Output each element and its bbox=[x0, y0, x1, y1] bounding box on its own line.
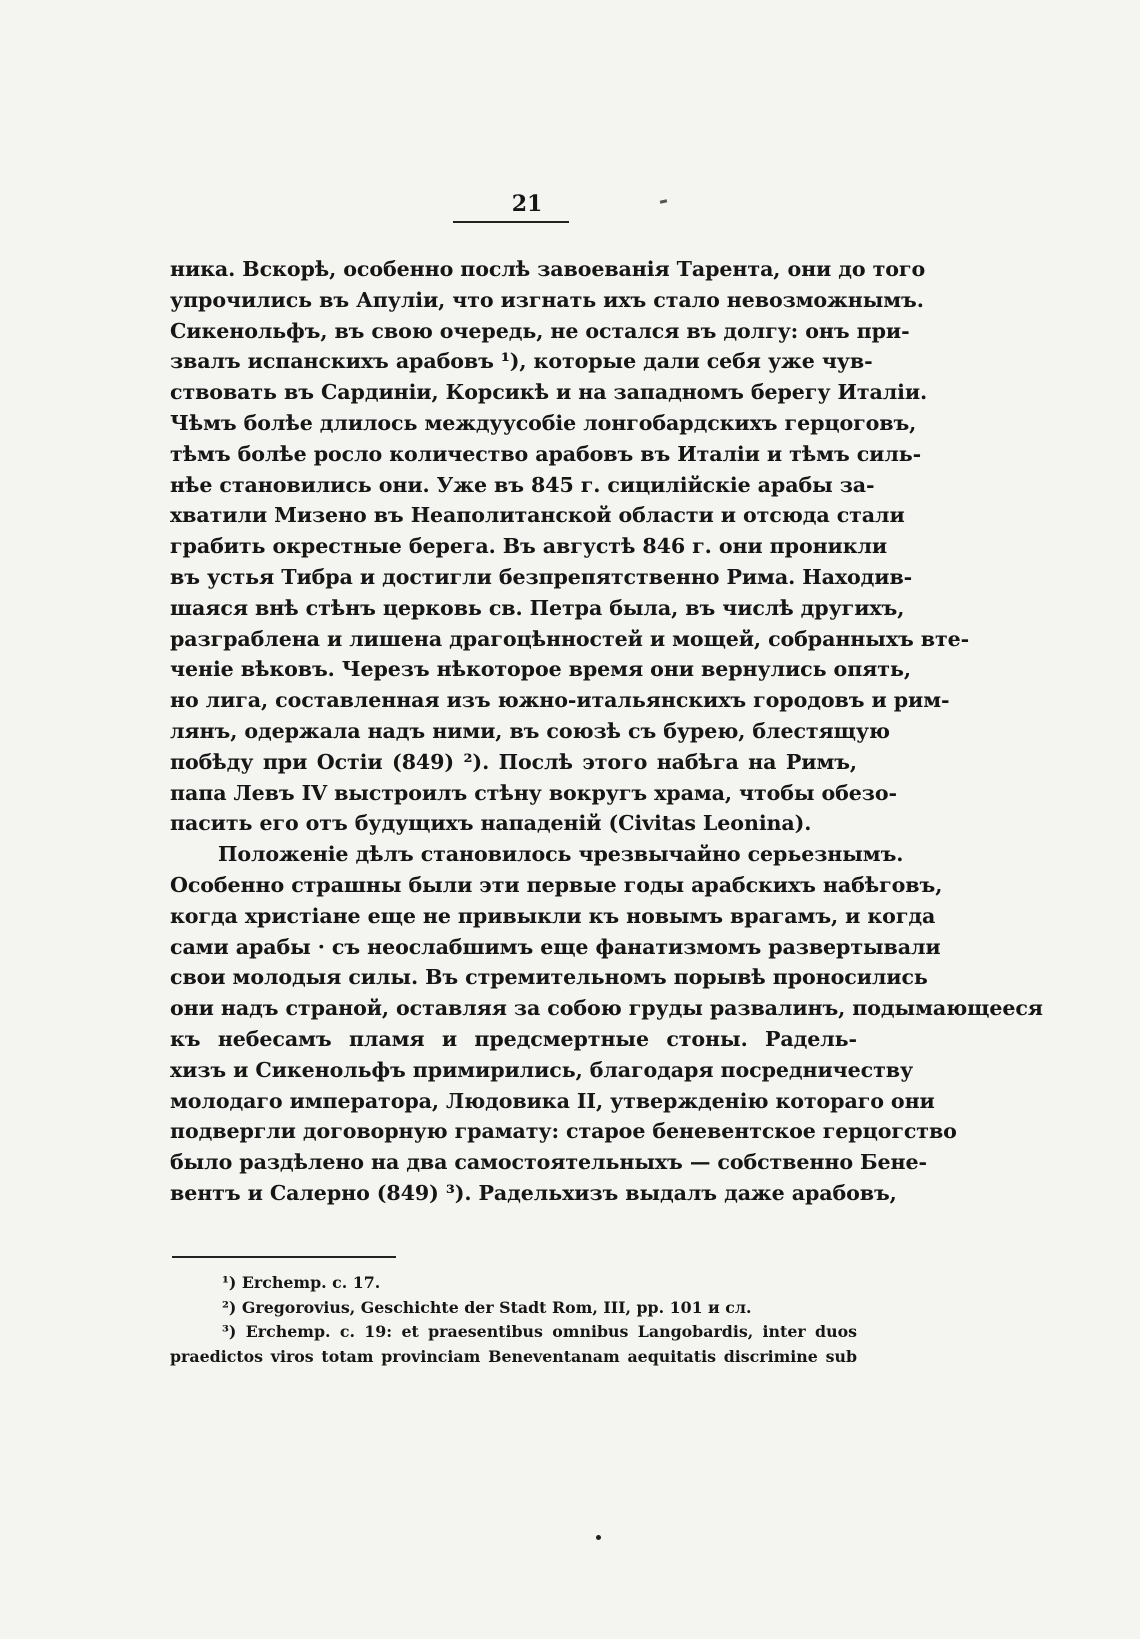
text-line: грабить окрестные берега. Въ августѣ 846 г. они проникли bbox=[170, 534, 888, 559]
footnotes bbox=[170, 1271, 857, 1369]
footnote-1: ¹) Erchemp. c. 17. bbox=[222, 1273, 381, 1292]
stray-dot-mark bbox=[596, 1535, 601, 1540]
text-line: въ устья Тибра и достигли безпрепятственно Рима. Находив- bbox=[170, 564, 913, 589]
text-line: тѣмъ болѣе росло количество арабовъ въ Италіи и тѣмъ силь- bbox=[170, 441, 922, 466]
text-line: ченіе вѣковъ. Черезъ нѣкоторое время они вернулись опять, bbox=[170, 657, 911, 682]
text-line: молодаго императора, Людовика II, утвержденію котораго они bbox=[170, 1088, 935, 1113]
text-line: упрочились въ Апуліи, что изгнать ихъ стало невозможнымъ. bbox=[170, 287, 924, 312]
footnote-separator bbox=[172, 1256, 396, 1258]
page-number-rule bbox=[453, 221, 569, 223]
text-line: лянъ, одержала надъ ними, въ союзѣ съ бурею, блестящую bbox=[170, 718, 890, 743]
text-line: хизъ и Сикенольфъ примирились, благодаря посредничеству bbox=[170, 1057, 914, 1082]
text-line: пасить его отъ будущихъ нападеній (Civitas Leonina). bbox=[170, 811, 812, 836]
text-line: подвергли договорную грамату: старое беневентское герцогство bbox=[170, 1119, 957, 1144]
text-line: побѣду при Остіи (849) ²). Послѣ этого набѣга на Римъ, bbox=[170, 749, 857, 774]
text-line: сами арабы · съ неослабшимъ еще фанатизмомъ развертывали bbox=[170, 934, 941, 959]
text-line: ника. Вскорѣ, особенно послѣ завоеванія Тарента, они до того bbox=[170, 257, 926, 281]
text-line: но лига, составленная изъ южно-итальянскихъ городовъ и рим- bbox=[170, 688, 950, 713]
text-line: Особенно страшны были эти первые годы арабскихъ набѣговъ, bbox=[170, 872, 943, 897]
text-line: Чѣмъ болѣе длилось междуусобіе лонгобардскихъ герцоговъ, bbox=[170, 410, 917, 435]
text-line: хватили Мизено въ Неаполитанской области и отсюда стали bbox=[170, 503, 905, 528]
text-line: нѣе становились они. Уже въ 845 г. сицилійскіе арабы за- bbox=[170, 472, 875, 497]
text-line: звалъ испанскихъ арабовъ ¹), которые дали себя уже чув- bbox=[170, 349, 873, 374]
stray-print-mark bbox=[660, 199, 667, 203]
text-line: свои молодыя силы. Въ стремительномъ порывѣ проносились bbox=[170, 965, 928, 990]
footnote-3-continuation: praedictos viros totam provinciam Beneventanam aequitatis discrimine sub bbox=[170, 1346, 857, 1366]
text-line: было раздѣлено на два самостоятельныхъ — собственно Бене- bbox=[170, 1150, 927, 1175]
footnote-3: ³) Erchemp. c. 19: et praesentibus omnibus Langobardis, inter duos bbox=[222, 1322, 857, 1341]
text-line: ствовать въ Сардиніи, Корсикѣ и на западномъ берегу Италіи. bbox=[170, 380, 928, 405]
page-number: 21 bbox=[511, 191, 543, 217]
body-text bbox=[170, 254, 1043, 1209]
text-line: когда христіане еще не привыкли къ новымъ врагамъ, и когда bbox=[170, 903, 936, 928]
paragraph-start-line: Положеніе дѣлъ становилось чрезвычайно серьезнымъ. bbox=[218, 842, 904, 867]
footnote-2: ²) Gregorovius, Geschichte der Stadt Rom, III, pp. 101 и сл. bbox=[222, 1297, 752, 1317]
text-line: вентъ и Салерно (849) ³). Радельхизъ выдалъ даже арабовъ, bbox=[170, 1180, 897, 1205]
text-line: къ небесамъ пламя и предсмертные стоны. Радель- bbox=[170, 1026, 857, 1051]
text-line: они надъ страной, оставляя за собою груды развалинъ, подымающееся bbox=[170, 996, 1043, 1021]
text-line: разграблена и лишена драгоцѣнностей и мощей, собранныхъ вте- bbox=[170, 626, 970, 651]
text-line: Сикенольфъ, въ свою очередь, не остался въ долгу: онъ при- bbox=[170, 318, 910, 343]
text-line: папа Левъ IV выстроилъ стѣну вокругъ храма, чтобы обезо- bbox=[170, 780, 897, 805]
text-line: шаяся внѣ стѣнъ церковь св. Петра была, въ числѣ другихъ, bbox=[170, 595, 905, 620]
